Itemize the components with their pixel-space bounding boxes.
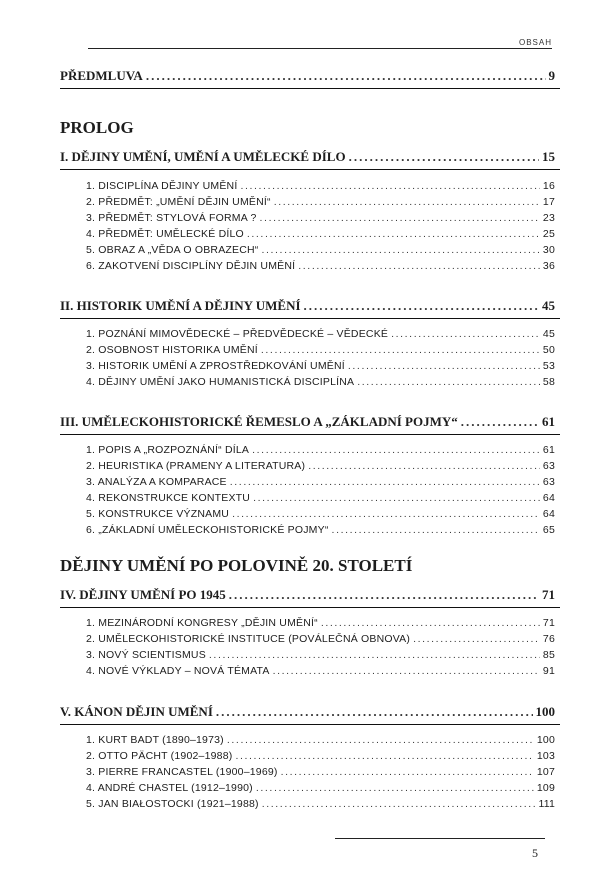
entry-page: 17	[542, 196, 555, 208]
entry-page: 85	[542, 649, 555, 661]
toc-entry[interactable]	[86, 649, 555, 661]
chapter-title: I. DĚJINY UMĚNÍ, UMĚNÍ A UMĚLECKÉ DÍLO	[60, 149, 346, 164]
toc-entry[interactable]	[86, 444, 555, 456]
chapter-rule	[60, 434, 560, 435]
entry-label: 5. OBRAZ A „VĚDA O OBRAZECH“	[86, 244, 259, 256]
entry-label: 4. ANDRÉ CHASTEL (1912–1990)	[86, 782, 253, 794]
toc-entry[interactable]	[86, 766, 555, 778]
dot-leader	[413, 633, 540, 645]
dot-leader	[273, 665, 540, 677]
dot-leader	[332, 524, 540, 536]
entry-page: 25	[542, 228, 555, 240]
entry-label: 3. ANALÝZA A KOMPARACE	[86, 476, 227, 488]
toc-entry[interactable]	[86, 798, 555, 810]
entry-page: 64	[542, 492, 555, 504]
entry-label: 2. UMĚLECKOHISTORICKÉ INSTITUCE (POVÁLEČNÁ OBNOVA)	[86, 633, 411, 645]
dot-leader	[252, 444, 540, 456]
toc-entry[interactable]	[86, 460, 555, 472]
entry-label: 2. HEURISTIKA (PRAMENY A LITERATURA)	[86, 460, 306, 472]
page-number: 5	[532, 846, 538, 860]
toc-entry[interactable]	[86, 196, 555, 208]
entry-label: 3. PIERRE FRANCASTEL (1900–1969)	[86, 766, 278, 778]
chapter-page: 15	[542, 149, 555, 164]
entry-label: 4. REKONSTRUKCE KONTEXTU	[86, 492, 251, 504]
dot-leader	[247, 228, 540, 240]
chapter-rule	[60, 88, 560, 89]
entry-page: 50	[542, 344, 555, 356]
chapter-page: 61	[542, 414, 555, 429]
chapter-rule	[60, 169, 560, 170]
toc-entry[interactable]	[86, 633, 555, 645]
dot-leader	[391, 328, 540, 340]
entry-label: 3. HISTORIK UMĚNÍ A ZPROSTŘEDKOVÁNÍ UMĚNÍ	[86, 360, 345, 372]
dot-leader	[348, 360, 540, 372]
entry-page: 16	[542, 180, 555, 192]
chapter-rule	[60, 318, 560, 319]
toc-entry[interactable]	[86, 376, 555, 388]
entry-page: 65	[542, 524, 555, 536]
entry-page: 61	[542, 444, 555, 456]
toc-entry[interactable]	[86, 782, 555, 794]
dot-leader	[235, 750, 533, 762]
dot-leader	[262, 798, 536, 810]
chapter-rule	[60, 724, 560, 725]
dot-leader	[146, 68, 546, 84]
dot-leader	[227, 734, 534, 746]
chapter-title: V. KÁNON DĚJIN UMĚNÍ	[60, 704, 213, 719]
entry-label: 1. MEZINÁRODNÍ KONGRESY „DĚJIN UMĚNÍ“	[86, 617, 318, 629]
chapter-page: 45	[542, 298, 555, 313]
dot-leader	[232, 508, 540, 520]
entry-label: 2. OSOBNOST HISTORIKA UMĚNÍ	[86, 344, 258, 356]
dot-leader	[216, 704, 533, 720]
toc-entry[interactable]	[86, 260, 555, 272]
entry-label: 5. KONSTRUKCE VÝZNAMU	[86, 508, 230, 520]
running-header: OBSAH	[518, 38, 552, 47]
chapter-page: 71	[542, 587, 555, 602]
entry-label: 2. OTTO PÄCHT (1902–1988)	[86, 750, 233, 762]
dot-leader	[230, 476, 540, 488]
chapter-title: II. HISTORIK UMĚNÍ A DĚJINY UMĚNÍ	[60, 298, 301, 313]
toc-entry[interactable]	[86, 476, 555, 488]
entry-label: 4. NOVÉ VÝKLADY – NOVÁ TÉMATA	[86, 665, 270, 677]
chapter-rule	[60, 607, 560, 608]
dot-leader	[274, 196, 540, 208]
toc-entry[interactable]	[86, 228, 555, 240]
entry-page: 63	[542, 460, 555, 472]
dot-leader	[281, 766, 534, 778]
dot-leader	[304, 298, 539, 314]
toc-chapter-2[interactable]	[60, 298, 555, 314]
dot-leader	[256, 782, 534, 794]
header-rule	[88, 48, 552, 49]
entry-label: 4. PŘEDMĚT: UMĚLECKÉ DÍLO	[86, 228, 244, 240]
toc-preface[interactable]	[60, 68, 555, 84]
section-title-prolog: PROLOG	[60, 118, 134, 137]
toc-entry[interactable]	[86, 212, 555, 224]
toc-chapter-5[interactable]	[60, 704, 555, 720]
entry-page: 107	[536, 766, 555, 778]
entry-page: 45	[542, 328, 555, 340]
toc-entry[interactable]	[86, 360, 555, 372]
entry-page: 23	[542, 212, 555, 224]
toc-entry[interactable]	[86, 508, 555, 520]
entry-label: 3. NOVÝ SCIENTISMUS	[86, 649, 206, 661]
toc-entry[interactable]	[86, 665, 555, 677]
entry-page: 111	[538, 798, 555, 810]
toc-chapter-4[interactable]	[60, 587, 555, 603]
entry-page: 53	[542, 360, 555, 372]
entry-label: 1. KURT BADT (1890–1973)	[86, 734, 224, 746]
dot-leader	[349, 149, 539, 165]
footer-rule	[335, 838, 545, 839]
section-title-postwar: DĚJINY UMĚNÍ PO POLOVINĚ 20. STOLETÍ	[60, 556, 413, 575]
toc-entry[interactable]	[86, 180, 555, 192]
entry-page: 36	[542, 260, 555, 272]
dot-leader	[357, 376, 540, 388]
entry-page: 109	[536, 782, 555, 794]
dot-leader	[260, 212, 540, 224]
toc-entry[interactable]	[86, 617, 555, 629]
entry-page: 64	[542, 508, 555, 520]
toc-entry[interactable]	[86, 734, 555, 746]
toc-entry[interactable]	[86, 750, 555, 762]
entry-label: 2. PŘEDMĚT: „UMĚNÍ DĚJIN UMĚNÍ“	[86, 196, 271, 208]
dot-leader	[298, 260, 540, 272]
entry-page: 58	[542, 376, 555, 388]
chapter-page: 100	[535, 704, 555, 719]
dot-leader	[209, 649, 540, 661]
chapter-title: IV. DĚJINY UMĚNÍ PO 1945	[60, 587, 226, 602]
toc-entry[interactable]	[86, 328, 555, 340]
chapter-title: III. UMĚLECKOHISTORICKÉ ŘEMESLO A „ZÁKLADNÍ POJMY“	[60, 414, 458, 429]
entry-page: 103	[536, 750, 555, 762]
entry-label: 1. DISCIPLÍNA DĚJINY UMĚNÍ	[86, 180, 238, 192]
dot-leader	[240, 180, 539, 192]
entry-page: 71	[542, 617, 555, 629]
entry-label: 6. „ZÁKLADNÍ UMĚLECKOHISTORICKÉ POJMY“	[86, 524, 329, 536]
dot-leader	[321, 617, 540, 629]
entry-page: 63	[542, 476, 555, 488]
dot-leader	[261, 244, 539, 256]
entry-page: 91	[542, 665, 555, 677]
dot-leader	[229, 587, 539, 603]
dot-leader	[308, 460, 540, 472]
toc-entry[interactable]	[86, 492, 555, 504]
toc-chapter-1[interactable]	[60, 149, 555, 165]
entry-label: 4. DĚJINY UMĚNÍ JAKO HUMANISTICKÁ DISCIPLÍNA	[86, 376, 355, 388]
toc-preface-title: PŘEDMLUVA	[60, 68, 143, 83]
toc-entry[interactable]	[86, 524, 555, 536]
entry-page: 100	[536, 734, 555, 746]
toc-entry[interactable]	[86, 344, 555, 356]
entry-label: 6. ZAKOTVENÍ DISCIPLÍNY DĚJIN UMĚNÍ	[86, 260, 296, 272]
entry-page: 30	[542, 244, 555, 256]
dot-leader	[253, 492, 540, 504]
entry-label: 5. JAN BIAŁOSTOCKI (1921–1988)	[86, 798, 259, 810]
entry-label: 1. POPIS A „ROZPOZNÁNÍ“ DÍLA	[86, 444, 250, 456]
toc-preface-page: 9	[548, 68, 555, 83]
toc-entry[interactable]	[86, 244, 555, 256]
dot-leader	[261, 344, 540, 356]
entry-label: 3. PŘEDMĚT: STYLOVÁ FORMA ?	[86, 212, 257, 224]
toc-chapter-3[interactable]	[60, 414, 555, 430]
entry-label: 1. POZNÁNÍ MIMOVĚDECKÉ – PŘEDVĚDECKÉ – VĚDECKÉ	[86, 328, 389, 340]
dot-leader	[461, 414, 539, 430]
entry-page: 76	[542, 633, 555, 645]
